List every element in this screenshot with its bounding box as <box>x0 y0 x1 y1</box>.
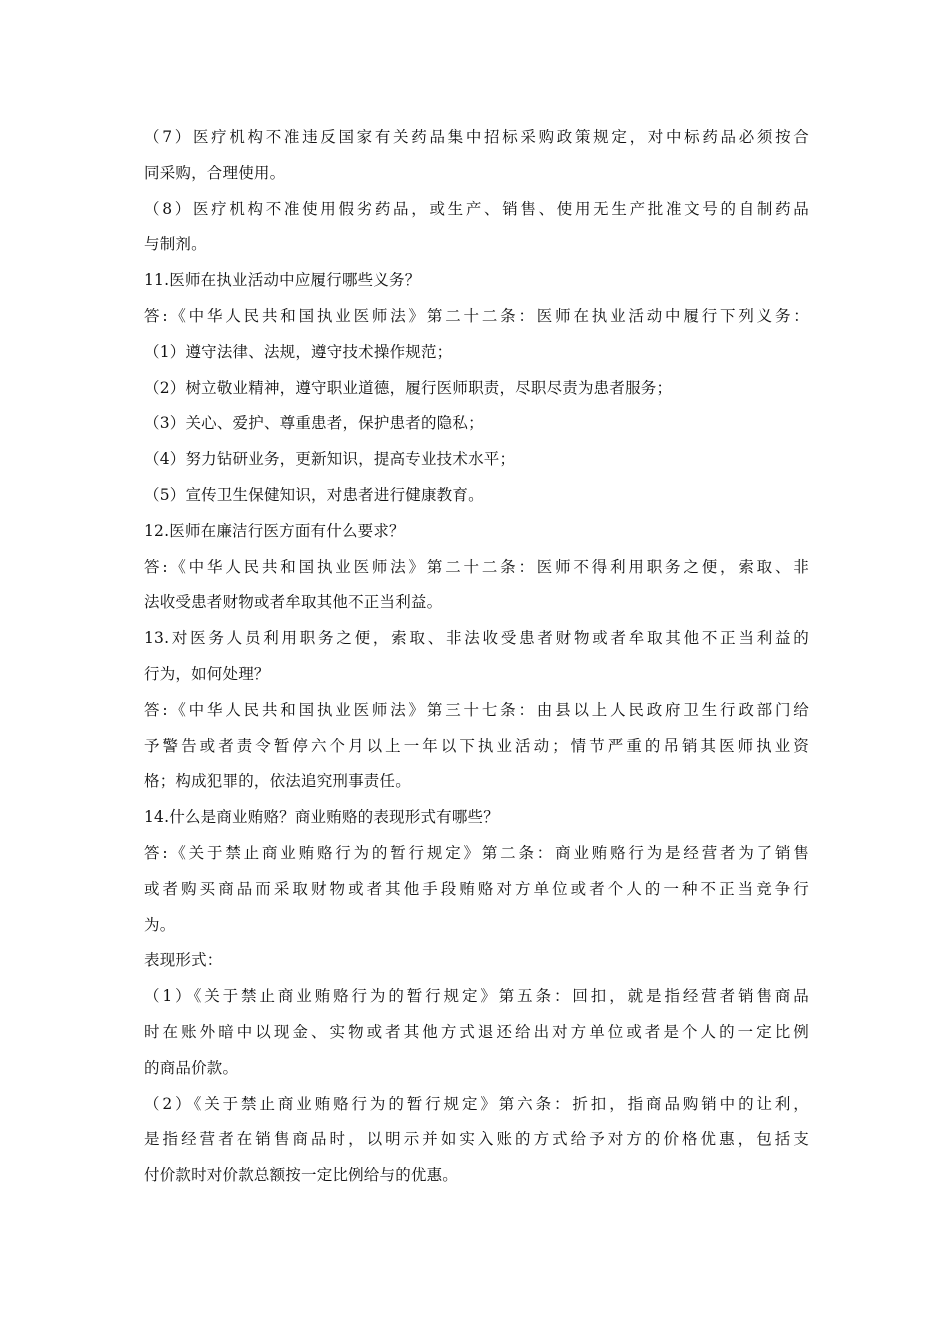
text-line: 答:《中华人民共和国执业医师法》第二十二条：医师不得利用职务之便，索取、非 <box>144 557 809 576</box>
text-line: （1）《关于禁止商业贿赂行为的暂行规定》第五条：回扣，就是指经营者销售商品 <box>144 987 809 1006</box>
text-line: 答:《中华人民共和国执业医师法》第二十二条：医师在执业活动中履行下列义务： <box>144 306 809 325</box>
text-line: 与制剂。 <box>144 235 207 254</box>
text-line: （1）遵守法律、法规，遵守技术操作规范； <box>144 342 453 361</box>
text-line: 同采购，合理使用。 <box>144 163 286 182</box>
text-line: （2）树立敬业精神，遵守职业道德，履行医师职责，尽职尽责为患者服务； <box>144 378 673 397</box>
text-line: （4）努力钻研业务，更新知识，提高专业技术水平； <box>144 450 516 469</box>
text-line: 行为，如何处理？ <box>144 664 270 683</box>
text-line: 为。 <box>144 915 176 934</box>
text-line: 格；构成犯罪的，依法追究刑事责任。 <box>144 772 411 791</box>
text-line: 答:《中华人民共和国执业医师法》第三十七条：由县以上人民政府卫生行政部门给 <box>144 700 809 719</box>
text-line: 予警告或者责令暂停六个月以上一年以下执业活动；情节严重的吊销其医师执业资 <box>144 736 809 755</box>
text-line: （7）医疗机构不准违反国家有关药品集中招标采购政策规定，对中标药品必须按合 <box>144 128 809 146</box>
text-line: （8）医疗机构不准使用假劣药品，或生产、销售、使用无生产批准文号的自制药品 <box>144 199 809 218</box>
text-line: 或者购买商品而采取财物或者其他手段贿赂对方单位或者个人的一种不正当竞争行 <box>144 879 809 898</box>
text-line: 12.医师在廉洁行医方面有什么要求？ <box>144 521 405 540</box>
text-line: 答:《关于禁止商业贿赂行为的暂行规定》第二条：商业贿赂行为是经营者为了销售 <box>144 843 809 862</box>
text-line: 付价款时对价款总额按一定比例给与的优惠。 <box>144 1166 459 1185</box>
text-line: （5）宣传卫生保健知识，对患者进行健康教育。 <box>144 485 484 504</box>
text-line: 的商品价款。 <box>144 1058 239 1077</box>
text-line: 是指经营者在销售商品时，以明示并如实入账的方式给予对方的价格优惠，包括支 <box>144 1130 809 1149</box>
text-line: 表现形式： <box>144 951 223 970</box>
text-line: 法收受患者财物或者牟取其他不正当利益。 <box>144 593 443 612</box>
text-line: 时在账外暗中以现金、实物或者其他方式退还给出对方单位或者是个人的一定比例 <box>144 1022 809 1041</box>
text-line: 13.对医务人员利用职务之便，索取、非法收受患者财物或者牟取其他不正当利益的 <box>144 629 809 648</box>
document-body <box>144 120 809 1194</box>
text-line: （3）关心、爱护、尊重患者，保护患者的隐私； <box>144 414 484 433</box>
text-line: （2）《关于禁止商业贿赂行为的暂行规定》第六条：折扣，指商品购销中的让利， <box>144 1094 809 1113</box>
text-line: 11.医师在执业活动中应履行哪些义务？ <box>144 271 421 290</box>
text-line: 14.什么是商业贿赂？商业贿赂的表现形式有哪些？ <box>144 808 499 827</box>
